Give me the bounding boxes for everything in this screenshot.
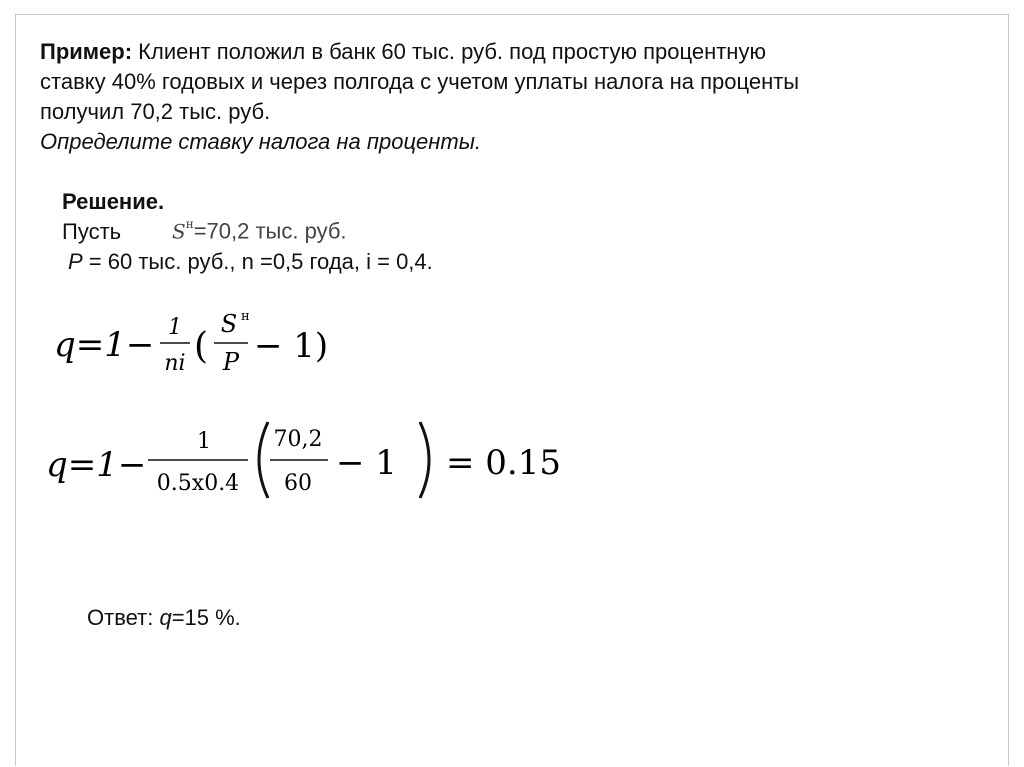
params-text: = 60 тыс. руб., n =0,5 года, i = 0,4. (82, 249, 433, 274)
answer-var: q (159, 605, 172, 630)
formula-numeric (46, 416, 586, 508)
formula-general-open-paren: ( (194, 326, 209, 367)
formula-numeric-minus-one: − 1 (336, 443, 397, 483)
problem-statement (40, 37, 940, 157)
answer-value: =15 %. (171, 605, 241, 630)
formula-numeric-close-paren (420, 422, 429, 498)
p-symbol: P (68, 249, 83, 274)
problem-line-1: Клиент положил в банк 60 тыс. руб. под простую процентную (132, 39, 766, 64)
s-value (172, 211, 347, 246)
s-value-text: =70,2 тыс. руб. (193, 218, 347, 244)
let-word: Пусть (62, 219, 122, 244)
formula-numeric-inner-den: 60 (284, 471, 312, 496)
formula-numeric-lhs: q=1− (46, 445, 147, 485)
formula-general-inner-den: P (222, 348, 240, 376)
formula-numeric-inner-num: 70,2 (273, 427, 323, 452)
problem-label: Пример: (40, 39, 133, 64)
problem-task: Определите ставку налога на проценты. (40, 129, 481, 154)
solution-block (62, 187, 662, 277)
answer-prefix: Ответ: (87, 605, 160, 630)
parameters-line (62, 247, 662, 277)
formula-numeric-result: = 0.15 (446, 443, 561, 483)
formula-general-inner-num: S (220, 310, 238, 338)
formula-general-lhs: q=1− (54, 325, 155, 365)
solution-heading: Решение. (62, 189, 165, 214)
formula-general-frac-num: 1 (168, 315, 182, 340)
formula-general-inner-num-sup: н (241, 309, 250, 324)
formula-numeric-frac-den: 0.5x0.4 (156, 471, 240, 496)
s-symbol: S (172, 219, 186, 244)
formula-general (54, 308, 354, 384)
formula-general-minus-one: − 1) (254, 326, 329, 366)
let-row (62, 217, 662, 247)
problem-line-3: получил 70,2 тыс. руб. (40, 99, 271, 124)
formula-general-frac-den: ni (164, 351, 186, 376)
s-superscript: н (185, 217, 194, 231)
answer (87, 603, 241, 633)
formula-numeric-open-paren (259, 422, 268, 498)
problem-line-2: ставку 40% годовых и через полгода с учетом уплаты налога на проценты (40, 69, 800, 94)
formula-numeric-frac-num: 1 (197, 429, 211, 454)
